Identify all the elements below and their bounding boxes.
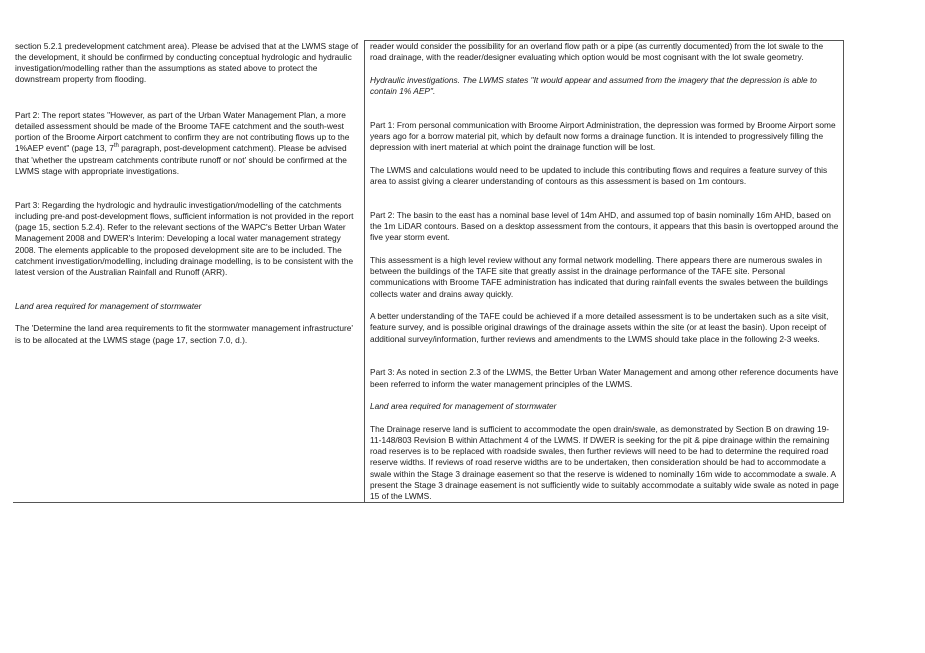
left-paragraph-land-area: The 'Determine the land area requirements to fit the stormwater management infrastructure' is to be allocated at the LWMS stage (page 17, section 7.0, d.).: [15, 323, 354, 345]
left-part2-superscript: th: [113, 143, 119, 150]
proponent-response-cell: [365, 41, 844, 503]
left-part2-text-b: paragraph, post-development catchment). Please be advised that 'whether the upstream catchments contribute runoff or not' should be confirmed at the LWMS stage with appropriate investigations.: [15, 143, 347, 176]
right-heading-land-area: Land area required for management of stormwater: [370, 401, 557, 411]
table-row: [13, 41, 844, 503]
right-paragraph-tafe: A better understanding of the TAFE could be achieved if a more detailed assessment is to be undertaken such as a site visit, feature survey, and is possible original drawings of the drainage assets within the site (or at least the basin). Upon receipt of additional survey/information, further reviews and amendments to the LWMS should take place in the following 2-3 weeks.: [370, 311, 829, 344]
left-paragraph-predevelopment: section 5.2.1 predevelopment catchment area). Please be advised that at the LWMS stage of the development, it should be confirmed by conducting conceptual hydrologic and hydraulic investigation/modelling rather than the assumptions as stated above to protect the downstream property from flooding.: [15, 40, 359, 85]
review-comments-table: [13, 40, 844, 503]
left-paragraph-part2: [15, 110, 361, 178]
right-paragraph-part2: Part 2: The basin to the east has a nominal base level of 14m AHD, and assumed top of basin nominally 16m AHD, based on the 1m LiDAR contours. Based on a desktop assessment from the contours, it appears that this basin is overtopped around the five year storm event.: [370, 209, 839, 243]
left-heading-land-area: Land area required for management of stormwater: [15, 300, 202, 311]
left-part2-text-a: Part 2: The report states "However, as part of the Urban Water Management Plan, a more detailed assessment should be made of the Broome TAFE catchment and the south-west portion of the Broome Airport catchment to confirm they are not contributing flows up to the 1%AEP event" (page 13, 7: [15, 109, 350, 154]
right-paragraph-part1: Part 1: From personal communication with Broome Airport Administration, the depression was formed by Broome Airport some years ago for a borrow material pit, which by default now forms a drainage function. It is intended to progressively filling the depression with inert material at which point the drainage function will be lost.: [370, 119, 836, 153]
right-paragraph-drainage-reserve: The Drainage reserve land is sufficient to accommodate the open drain/swale, as demonstrated by Section B on drawing 19-11-148/803 Revision B within Attachment 4 of the LWMS. If DWER is seeking for the pit & pipe drainage within the remaining road reserves is to be replaced with roadside swales, then further reviews will need to be had to determine the required road reserve widths. If reviews of road reserve widths are to be undertaken, then consideration should be had to accommodate a swale within the Stage 3 drainage easement so that the reserve is widened to nominally 16m wide to accommodate a swale. A present the Stage 3 drainage easement is not sufficiently wide to suitably accommodate a suitably wide swale as noted in page 15 of the LWMS.: [370, 423, 839, 501]
right-heading-hydraulic: Hydraulic investigations. The LWMS states "It would appear and assumed from the imagery that the depression is able to contain 1% AEP".: [370, 74, 817, 96]
right-paragraph-assessment: This assessment is a high level review without any formal network modelling. There appears there are numerous swales in between the buildings of the TAFE site that greatly assist in the drainage performance of the TAFE site. Personal communications with Broome TAFE administration has indicated that during rainfall events the swales between the buildings collects water and drains away quickly.: [370, 254, 828, 299]
right-paragraph-part3: Part 3: As noted in section 2.3 of the LWMS, the Better Urban Water Management and among other reference documents have been referred to inform the water management principles of the LWMS.: [370, 367, 839, 389]
right-paragraph-lwms-update: The LWMS and calculations would need to be updated to include this contributing flows and requires a feature survey of this area to assist giving a clearer understanding of contours as this assessment is based on 1m contours.: [370, 164, 828, 186]
left-paragraph-part3: Part 3: Regarding the hydrologic and hydraulic investigation/modelling of the catchments including pre-and post-development flows, sufficient information is not provided in the report (page 15, section 5.2.4). Refer to the relevant sections of the WAPC's Better Urban Water Management 2008 and DWER's Interim: Developing a local water management strategy 2008. The elements applicable to the proposed development site are to be included. The catchment investigation/modelling, including drainage modelling, is to be consistent with the latest version of the Australian Rainfall and Runoff (ARR).: [15, 199, 354, 277]
agency-comment-cell: [13, 41, 365, 503]
right-paragraph-overland-flow: reader would consider the possibility for an overland flow path or a pipe (as currently documented) from the lot swale to the road drainage, with the reader/designer evaluating which option would be most cognisant with the lot swale geometry.: [370, 41, 824, 63]
